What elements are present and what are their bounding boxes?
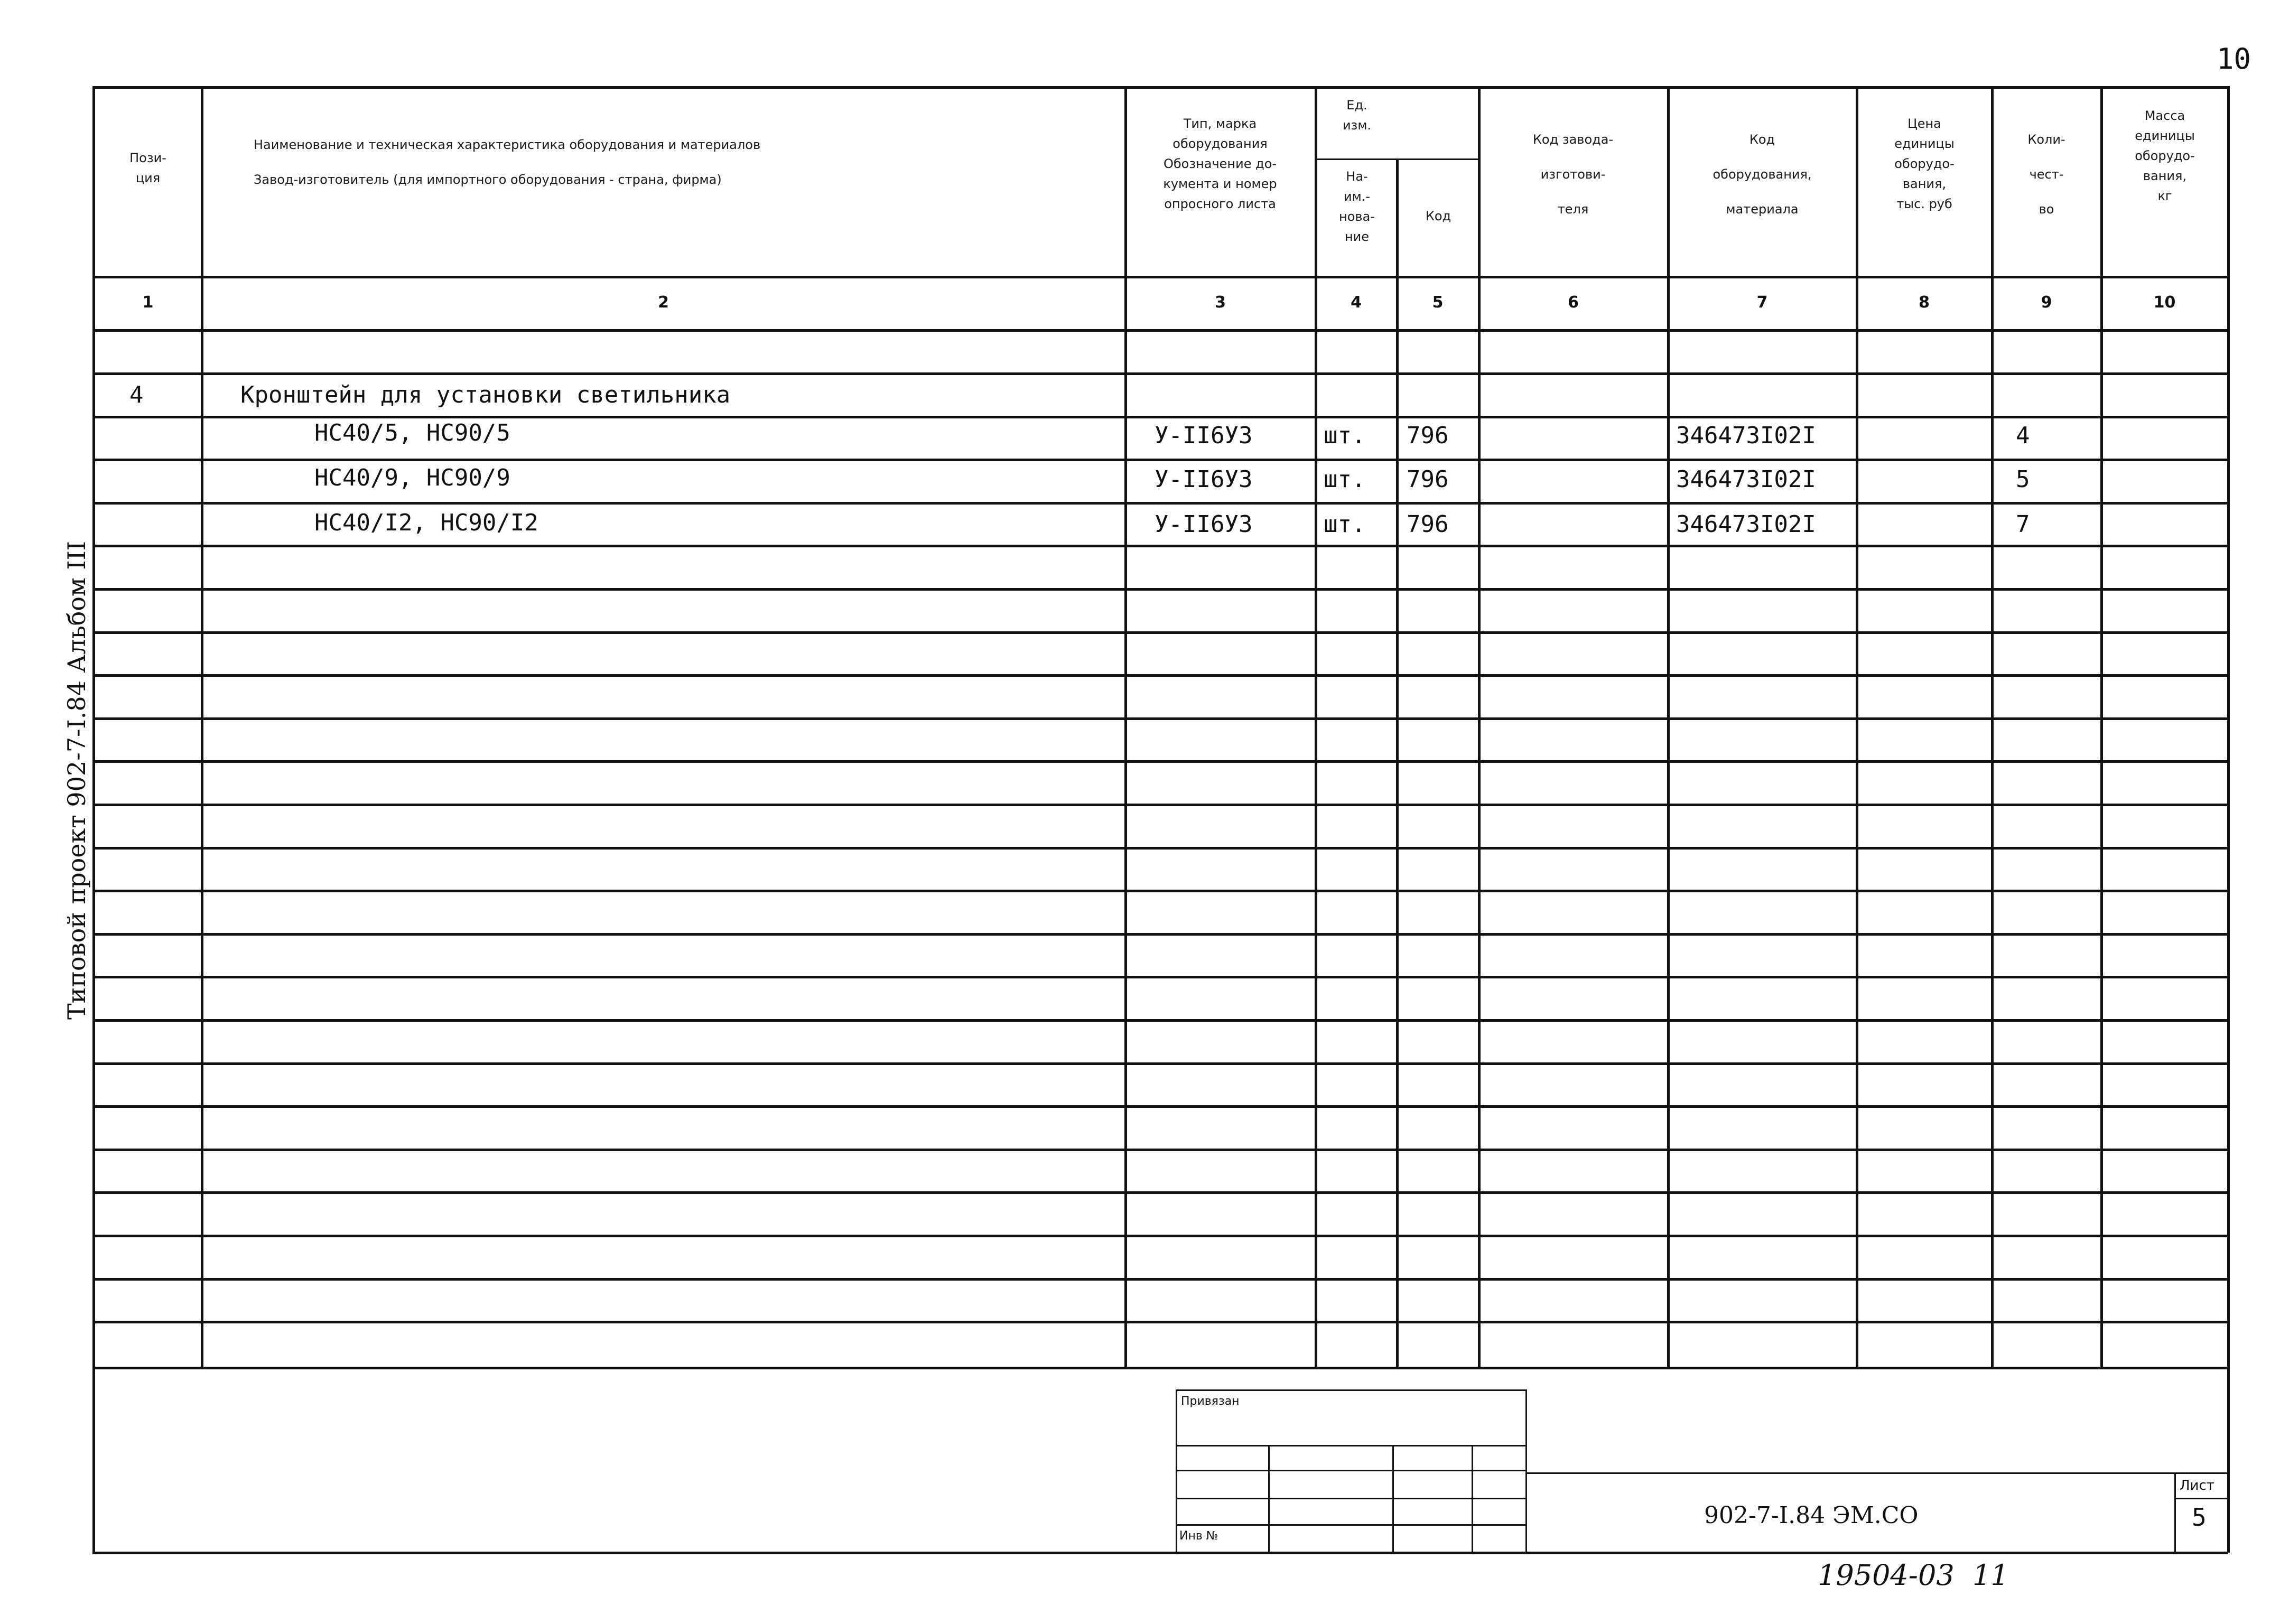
handwritten-number: 19504-03 11: [1818, 1558, 2009, 1592]
row-unit-code: 796: [1407, 466, 1449, 493]
colnum-6: 6: [1568, 293, 1579, 312]
side-title: Типовой проект 902-7-I.84 Альбом III: [62, 541, 91, 1020]
document-code: 902-7-I.84 ЭМ.СО: [1704, 1502, 1919, 1529]
header-factory-code: Код завода- изготови- теля: [1532, 132, 1614, 217]
header-quantity: Коли- чест- во: [2027, 132, 2065, 217]
sheet-label: Лист: [2180, 1478, 2214, 1494]
row-name: НС40/5, НС90/5: [314, 419, 510, 446]
colnum-1: 1: [142, 293, 154, 312]
stamp-inv-no: Инв №: [1179, 1529, 1218, 1543]
header-name: Наименование и техническая характеристика оборудования и материалов Завод-изготовитель (для импортного оборудования - страна, фирма): [254, 137, 761, 187]
header-type: Тип, марка оборудования Обозначение до- кумента и номер опросного листа: [1163, 116, 1277, 211]
row-quantity: 7: [2016, 511, 2030, 538]
header-unit-name: На- им.- нова- ние: [1339, 169, 1375, 244]
colnum-2: 2: [658, 293, 669, 312]
row-material-code: 346473I02I: [1676, 422, 1816, 449]
row-unit: шт.: [1324, 466, 1366, 493]
row-name: Кронштейн для установки светильника: [240, 381, 731, 408]
header-unit-top: Ед. изм.: [1342, 98, 1372, 133]
row-position: 4: [129, 381, 144, 408]
header-unit-code: Код: [1425, 209, 1451, 223]
stamp-privyazan: Привязан: [1181, 1395, 1240, 1408]
colnum-7: 7: [1756, 293, 1768, 312]
page-number: 10: [2217, 42, 2251, 76]
row-quantity: 4: [2016, 422, 2030, 449]
row-type: У-II6У3: [1155, 511, 1253, 538]
row-unit-code: 796: [1407, 422, 1449, 449]
colnum-3: 3: [1215, 293, 1226, 312]
header-price: Цена единицы оборудо- вания, тыс. руб: [1894, 116, 1955, 211]
row-unit: шт.: [1324, 511, 1366, 538]
row-material-code: 346473I02I: [1676, 511, 1816, 538]
colnum-5: 5: [1432, 293, 1444, 312]
row-unit-code: 796: [1407, 511, 1449, 538]
colnum-10: 10: [2153, 293, 2176, 312]
header-mass: Масса единицы оборудо- вания, кг: [2135, 108, 2195, 203]
row-quantity: 5: [2016, 466, 2030, 493]
header-position: Пози- ция: [129, 151, 166, 185]
row-name: НС40/I2, НС90/I2: [314, 509, 538, 536]
row-unit: шт.: [1324, 422, 1366, 449]
sheet-number: 5: [2192, 1503, 2207, 1532]
colnum-9: 9: [2041, 293, 2052, 312]
row-type: У-II6У3: [1155, 466, 1253, 493]
header-material-code: Код оборудования, материала: [1713, 132, 1812, 217]
colnum-8: 8: [1919, 293, 1930, 312]
row-type: У-II6У3: [1155, 422, 1253, 449]
colnum-4: 4: [1351, 293, 1362, 312]
row-material-code: 346473I02I: [1676, 466, 1816, 493]
row-name: НС40/9, НС90/9: [314, 464, 510, 491]
